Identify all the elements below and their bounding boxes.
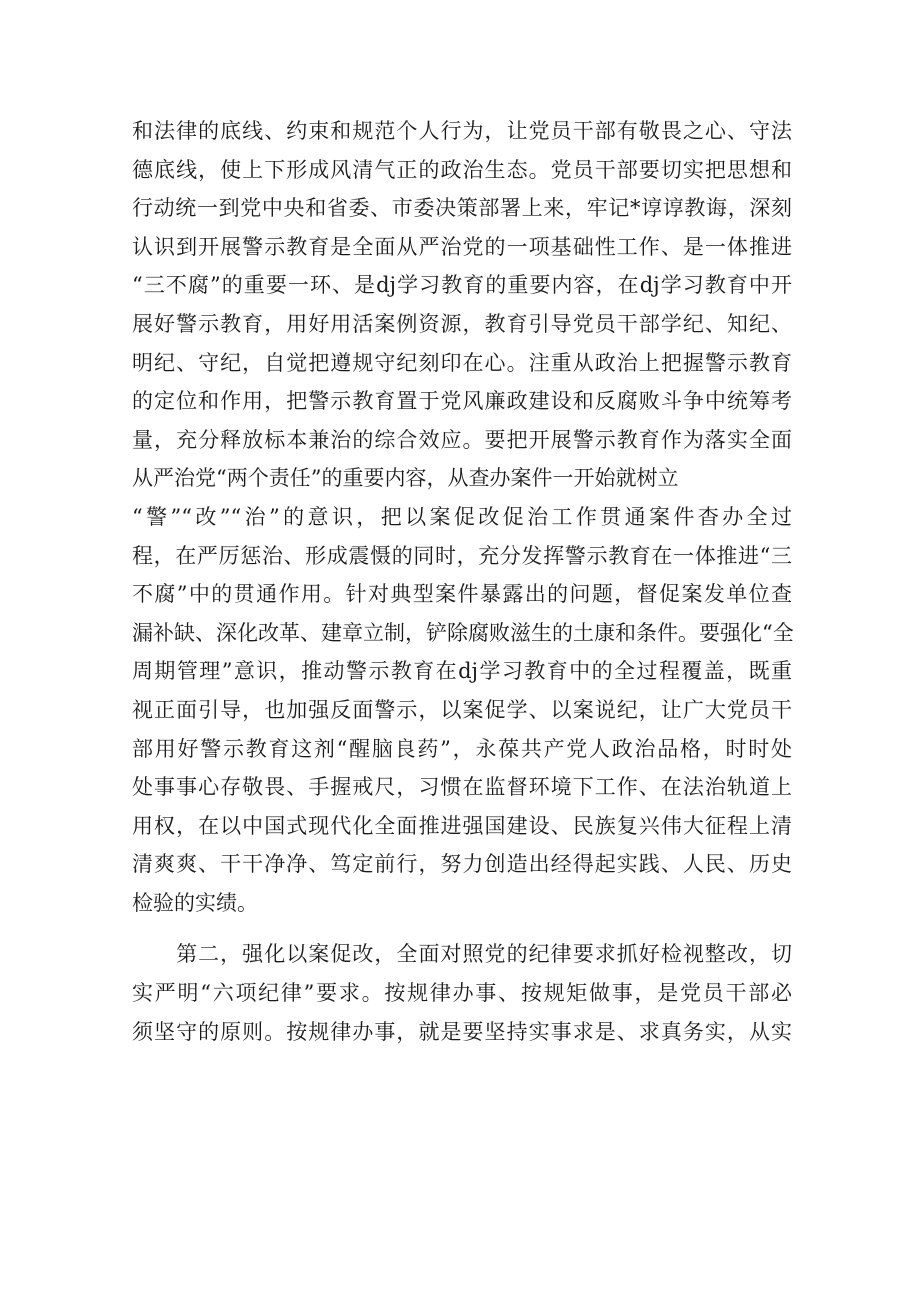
text-line: 明纪、守纪，自觉把遵规守纪刻印在心。注重从政治上把握警示教育 [132, 350, 792, 375]
text-line: 的定位和作用，把警示教育置于党风廉政建设和反腐败斗争中统筹考 [132, 389, 792, 414]
text-line: “三不腐”的重要一环、是dj学习教育的重要内容，在dj学习教育中开 [132, 273, 792, 298]
text-line: 用权，在以中国式现代化全面推进强国建设、民族复兴伟大征程上清 [132, 813, 792, 838]
text-line: 清爽爽、干干净净、笃定前行，努力创造出经得起实践、人民、历史 [132, 852, 792, 877]
text-line: 处事事心存敬畏、手握戒尺，习惯在监督环境下工作、在法治轨道上 [132, 775, 792, 800]
text-line: 检验的实绩。 [132, 890, 258, 915]
text-line: 实严明“六项纪律”要求。按规律办事、按规矩做事，是党员干部必 [132, 981, 792, 1006]
text-line: 展好警示教育，用好用活案例资源，教育引导党员干部学纪、知纪、 [132, 311, 792, 336]
text-line: 第二，强化以案促改，全面对照党的纪律要求抓好检视整改，切 [132, 942, 792, 967]
text-line: 量，充分释放标本兼治的综合效应。要把开展警示教育作为落实全面 [132, 427, 792, 452]
text-line: “警”“改”“治”的意识，把以案促改促治工作贯通案件杳办全过 [132, 504, 792, 529]
text-line: 从严治党“两个责任”的重要内容，从查办案件一开始就树立 [132, 466, 679, 491]
text-line: 周期管理”意识，推动警示教育在dj学习教育中的全过程覆盖，既重 [132, 659, 792, 684]
text-line: 视正面引导，也加强反面警示，以案促学、以案说纪，让广大党员干 [132, 697, 792, 722]
text-line: 行动统一到党中央和省委、市委决策部署上来，牢记*谆谆教诲，深刻 [132, 196, 792, 221]
text-line: 和法律的底线、约束和规范个人行为，让党员干部有敬畏之心、守法 [132, 119, 792, 143]
text-line: 德底线，使上下形成风清气正的政治生态。党员干部要切实把思想和 [132, 157, 792, 182]
text-line: 程，在严厉惩治、形成震慑的同时，充分发挥警示教育在一体推进“三 [132, 543, 792, 568]
text-line: 不腐”中的贯通作用。针对典型案件暴露出的问题，督促案发单位查 [132, 582, 792, 607]
text-line: 认识到开展警示教育是全面从严治党的一项基础性工作、是一体推进 [132, 234, 792, 259]
text-line: 须坚守的原则。按规律办事，就是要坚持实事求是、求真务实，从实 [132, 1019, 792, 1044]
body-text [132, 112, 792, 1051]
text-line: 部用好警示教育这剂“醒脑良药”，永葆共产党人政治品格，时时处 [132, 736, 792, 761]
text-line: 漏补缺、深化改革、建章立制，铲除腐败滋生的土康和条件。要强化“全 [132, 620, 794, 645]
